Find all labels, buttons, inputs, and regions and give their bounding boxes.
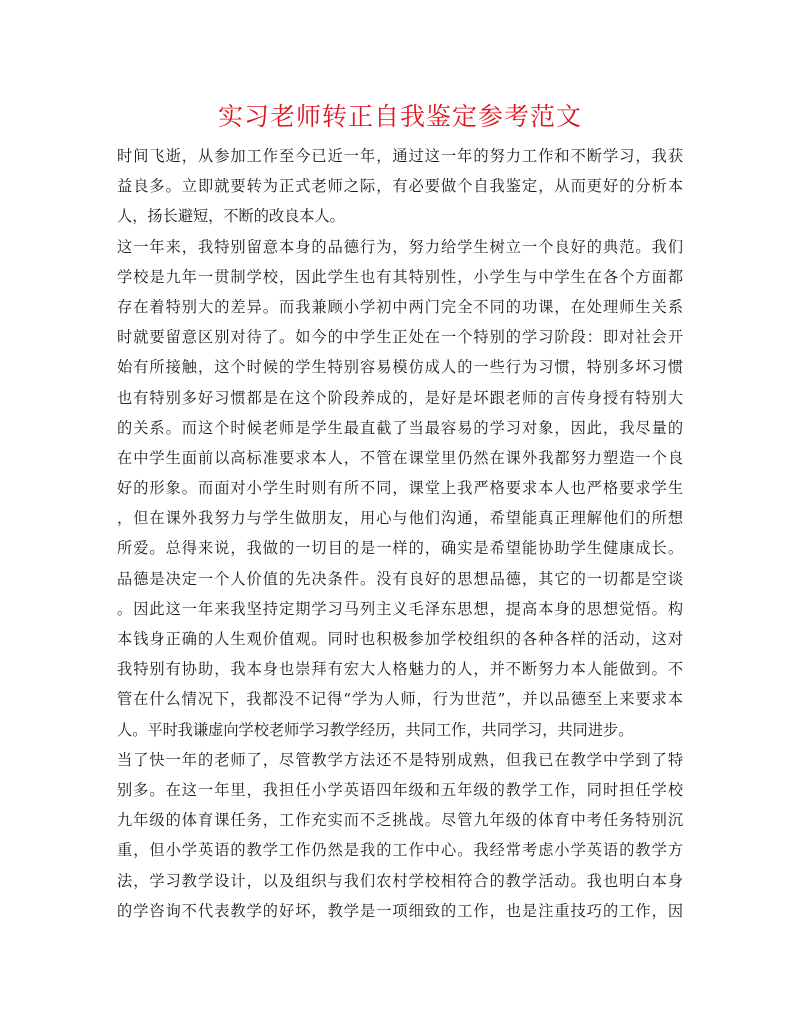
text-line-24: 重，但小学英语的教学工作仍然是我的工作中心。我经常考虑小学英语的教学方 [117, 841, 683, 860]
text-line-2: 益良多。立即就要转为正式老师之际，有必要做个自我鉴定，从而更好的分析本 [117, 177, 683, 196]
text-line-8: 始有所接触，这个时候的学生特别容易模仿成人的一些行为习惯，特别多坏习惯 [117, 358, 683, 377]
text-line-20: 人。平时我谦虚向学校老师学习教学经历，共同工作，共同学习，共同进步。 [117, 720, 634, 739]
text-line-10: 的关系。而这个时候老师是学生最直截了当最容易的学习对象，因此，我尽量的 [117, 418, 683, 437]
text-line-7: 时就要留意区别对待了。如今的中学生正处在一个特别的学习阶段：即对社会开 [117, 328, 683, 347]
text-line-19: 管在什么情况下，我都没不记得“学为人师，行为世范”，并以品德至上来要求本 [117, 690, 683, 709]
document-body [117, 141, 683, 926]
text-line-13: ，但在课外我努力与学生做朋友，用心与他们沟通，希望能真正理解他们的所想 [117, 509, 683, 528]
text-line-26: 的学咨询不代表教学的好坏，教学是一项细致的工作，也是注重技巧的工作，因 [117, 901, 683, 920]
text-line-17: 本钱身正确的人生观价值观。同时也积极参加学校组织的各种各样的活动，这对 [117, 630, 683, 648]
text-line-3: 人，扬长避短，不断的改良本人。 [117, 207, 345, 226]
text-line-12: 好的形象。而面对小学生时则有所不同，课堂上我严格要求本人也严格要求学生 [117, 479, 683, 498]
text-line-5: 学校是九年一贯制学校，因此学生也有其特别性，小学生与中学生在各个方面都 [117, 267, 683, 286]
text-line-11: 在中学生面前以高标准要求本人，不管在课堂里仍然在课外我都努力塑造一个良 [117, 448, 683, 467]
document-title: 实习老师转正自我鉴定参考范文 [217, 102, 582, 131]
text-line-4: 这一年来，我特别留意本身的品德行为，努力给学生树立一个良好的典范。我们 [117, 237, 683, 256]
text-line-6: 存在着特别大的差异。而我兼顾小学初中两门完全不同的功课，在处理师生关系 [117, 297, 683, 316]
text-line-9: 也有特别多好习惯都是在这个阶段养成的，是好是坏跟老师的言传身授有特别大 [117, 388, 683, 407]
text-line-22: 别多。在这一年里，我担任小学英语四年级和五年级的教学工作，同时担任学校 [117, 780, 683, 799]
text-line-1: 时间飞逝，从参加工作至今已近一年，通过这一年的努力工作和不断学习，我获 [117, 147, 683, 165]
text-line-15: 品德是决定一个人价值的先决条件。没有良好的思想品德，其它的一切都是空谈 [117, 569, 683, 588]
text-line-14: 所爱。总得来说，我做的一切目的是一样的，确实是希望能协助学生健康成长。 [117, 539, 683, 558]
text-line-21: 当了快一年的老师了，尽管教学方法还不是特别成熟，但我已在教学中学到了特 [117, 750, 683, 769]
text-line-25: 法，学习教学设计，以及组织与我们农村学校相符合的教学活动。我也明白本身 [117, 871, 683, 890]
text-line-18: 我特别有协助，我本身也崇拜有宏大人格魅力的人，并不断努力本人能做到。不 [117, 660, 683, 679]
text-line-23: 九年级的体育课任务，工作充实而不乏挑战。尽管九年级的体育中考任务特别沉 [117, 811, 683, 830]
text-line-16: 。因此这一年来我坚持定期学习马列主义毛泽东思想，提高本身的思想觉悟。构 [117, 599, 683, 618]
